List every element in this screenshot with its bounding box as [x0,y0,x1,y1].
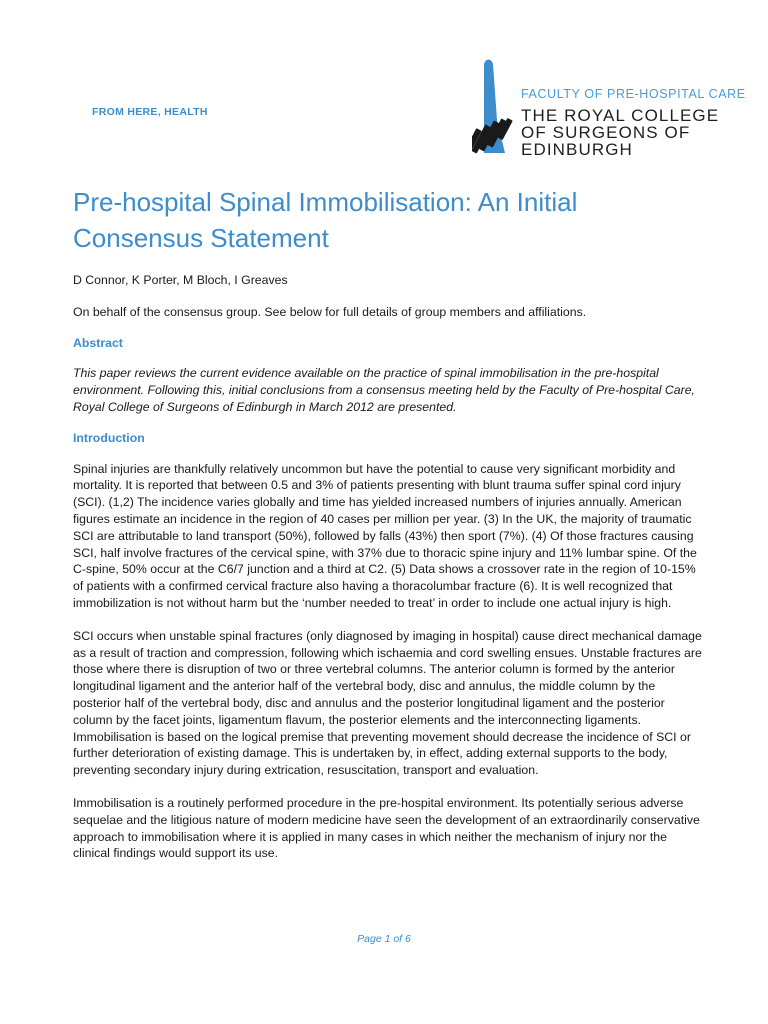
affiliation-note: On behalf of the consensus group. See below for full details of group members and affiliations. [73,304,587,319]
college-line: EDINBURGH [521,140,633,159]
college-line: THE ROYAL COLLEGE [521,106,720,125]
abstract-heading: Abstract [73,335,123,350]
body-paragraph: Immobilisation is a routinely performed procedure in the pre-hospital environment. Its potentially serious adverse sequelae and the litigious nature of modern medicine have seen the development of an extraordinarily conservative approach to immobilisation where it is applied in many cases in which neither the mechanism of injury nor the clinical findings would support its use. [73,795,700,861]
rcsed-logo-icon [472,58,522,162]
document-body [73,272,703,878]
authors: D Connor, K Porter, M Bloch, I Greaves [73,273,288,287]
body-paragraph: SCI occurs when unstable spinal fractures (only diagnosed by imaging in hospital) cause direct mechanical damage as a result of traction and compression, following which ischaemia and cord swelling ensues. Unstable fractures are those where there is disruption of two or three vertebral columns. The anterior column is formed by the anterior longitudinal ligament and the anterior half of the vertebral body, disc and annulus, the middle column by the posterior half of the vertebral body, disc and annulus and the posterior longitudinal ligament and the posterior column by the facet joints, ligamentum flavum, the posterior elements and the interconnecting ligaments. Immobilisation is based on the logical premise that preventing movement should decrease the incidence of SCI or further deterioration of existing damage. This is undertaken by, in effect, adding external supports to the body, preventing secondary injury during extrication, resuscitation, transport and evaluation. [73,628,702,778]
faculty-name: FACULTY OF PRE-HOSPITAL CARE [521,87,746,101]
body-paragraph: Spinal injuries are thankfully relatively uncommon but have the potential to cause very significant morbidity and mortality. It is reported that between 0.5 and 3% of patients presenting with blunt trauma suffer spinal cord injury (SCI). (1,2) The incidence varies globally and time has yielded increased numbers of injuries annually. American figures estimate an incidence in the region of 40 cases per million per year. (3) In the UK, the majority of traumatic SCI are attributable to land transport (50%), followed by falls (43%) then sport (7%). (4) Of those fractures causing SCI, half involve fractures of the cervical spine, with 37% due to thoracic spine injury and 11% lumbar spine. Of the C-spine, 50% occur at the C6/7 junction and a third at C2. (5) Data shows a crossover rate in the region of 10-15% of patients with a confirmed cervical fracture also having a thoracolumbar fracture (6). It is well recognized that immobilization is not without harm but the ‘number needed to treat’ in order to include one actual injury is high. [73,461,697,610]
college-name [521,107,719,158]
introduction-heading: Introduction [73,430,145,445]
page-number: Page 1 of 6 [357,933,411,945]
document-title: Pre-hospital Spinal Immobilisation: An Initial Consensus Statement [73,187,578,253]
college-line: OF SURGEONS OF [521,123,691,142]
tagline: FROM HERE, HEALTH [92,106,208,118]
abstract-text: This paper reviews the current evidence available on the practice of spinal immobilisation in the pre-hospital environment. Following this, initial conclusions from a consensus meeting held by the Faculty of Pre-hospital Care, Royal College of Surgeons of Edinburgh in March 2012 are presented. [73,366,695,414]
